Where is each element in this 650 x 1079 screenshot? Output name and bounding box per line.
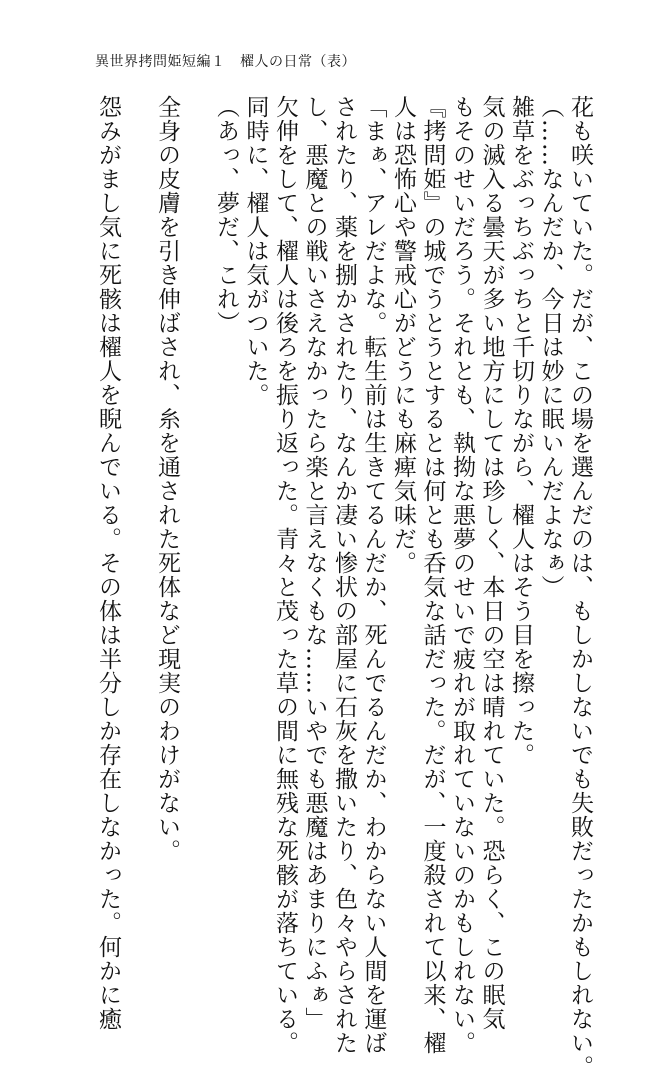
text-line: 雑草をぶっちぶっちと千切りながら、櫂人はそう目を擦った。 [508, 95, 534, 767]
text-line: し、悪魔との戦いさえなかったら楽と言えなくもな……いやでも悪魔はあまりにふぁ」 [301, 95, 328, 1031]
text-line: 全身の皮膚を引き伸ばされ、糸を通された死体など現実のわけがない。 [154, 95, 180, 863]
text-line: されたり、薬を捌かされたり、なんか凄い惨状の部屋に石灰を撒いたり、色々やらされた [331, 95, 357, 1055]
text-line: （……なんだか、今日は妙に眠いんだよなぁ） [537, 95, 564, 599]
text-line: 欠伸をして、櫂人は後ろを振り返った。青々と茂った草の間に無残な死骸が落ちている。 [272, 95, 298, 1055]
text-line: 人は恐怖心や警戒心がどうにも麻痺気味だ。 [390, 95, 416, 575]
text-line: 気の滅入る曇天が多い地方にしては珍しく、本日の空は晴れていた。恐らく、この眠気 [478, 95, 505, 1031]
running-header: 異世界拷問姫短編１ 櫂人の日常（表） [95, 54, 356, 70]
blank-line [122, 95, 152, 880]
vertical-body-text [93, 95, 595, 1079]
text-line: 『拷問姫』の城でうとうとするとは何とも呑気な話だった。だが、一度殺されて以来、櫂 [419, 95, 446, 1055]
blank-line [181, 95, 211, 880]
text-line: 「まぁ、アレだよな。転生前は生きてるんだか、死んでるんだか、わからない人間を運ば [360, 95, 387, 1055]
text-line: （あっ、夢だ、これ） [213, 95, 239, 335]
text-line: 怨みがまし気に死骸は櫂人を睨んでいる。その体は半分しか存在しなかった。何かに癒 [95, 95, 121, 1031]
text-line: もそのせいだろう。それとも、執拗な悪夢のせいで疲れが取れていないのかもしれない。 [449, 95, 475, 1055]
text-line: 同時に、櫂人は気がついた。 [242, 95, 269, 407]
text-line: 花も咲いていた。だが、この場を選んだのは、もしかしないでも失敗だったかもしれない。 [567, 95, 593, 1079]
